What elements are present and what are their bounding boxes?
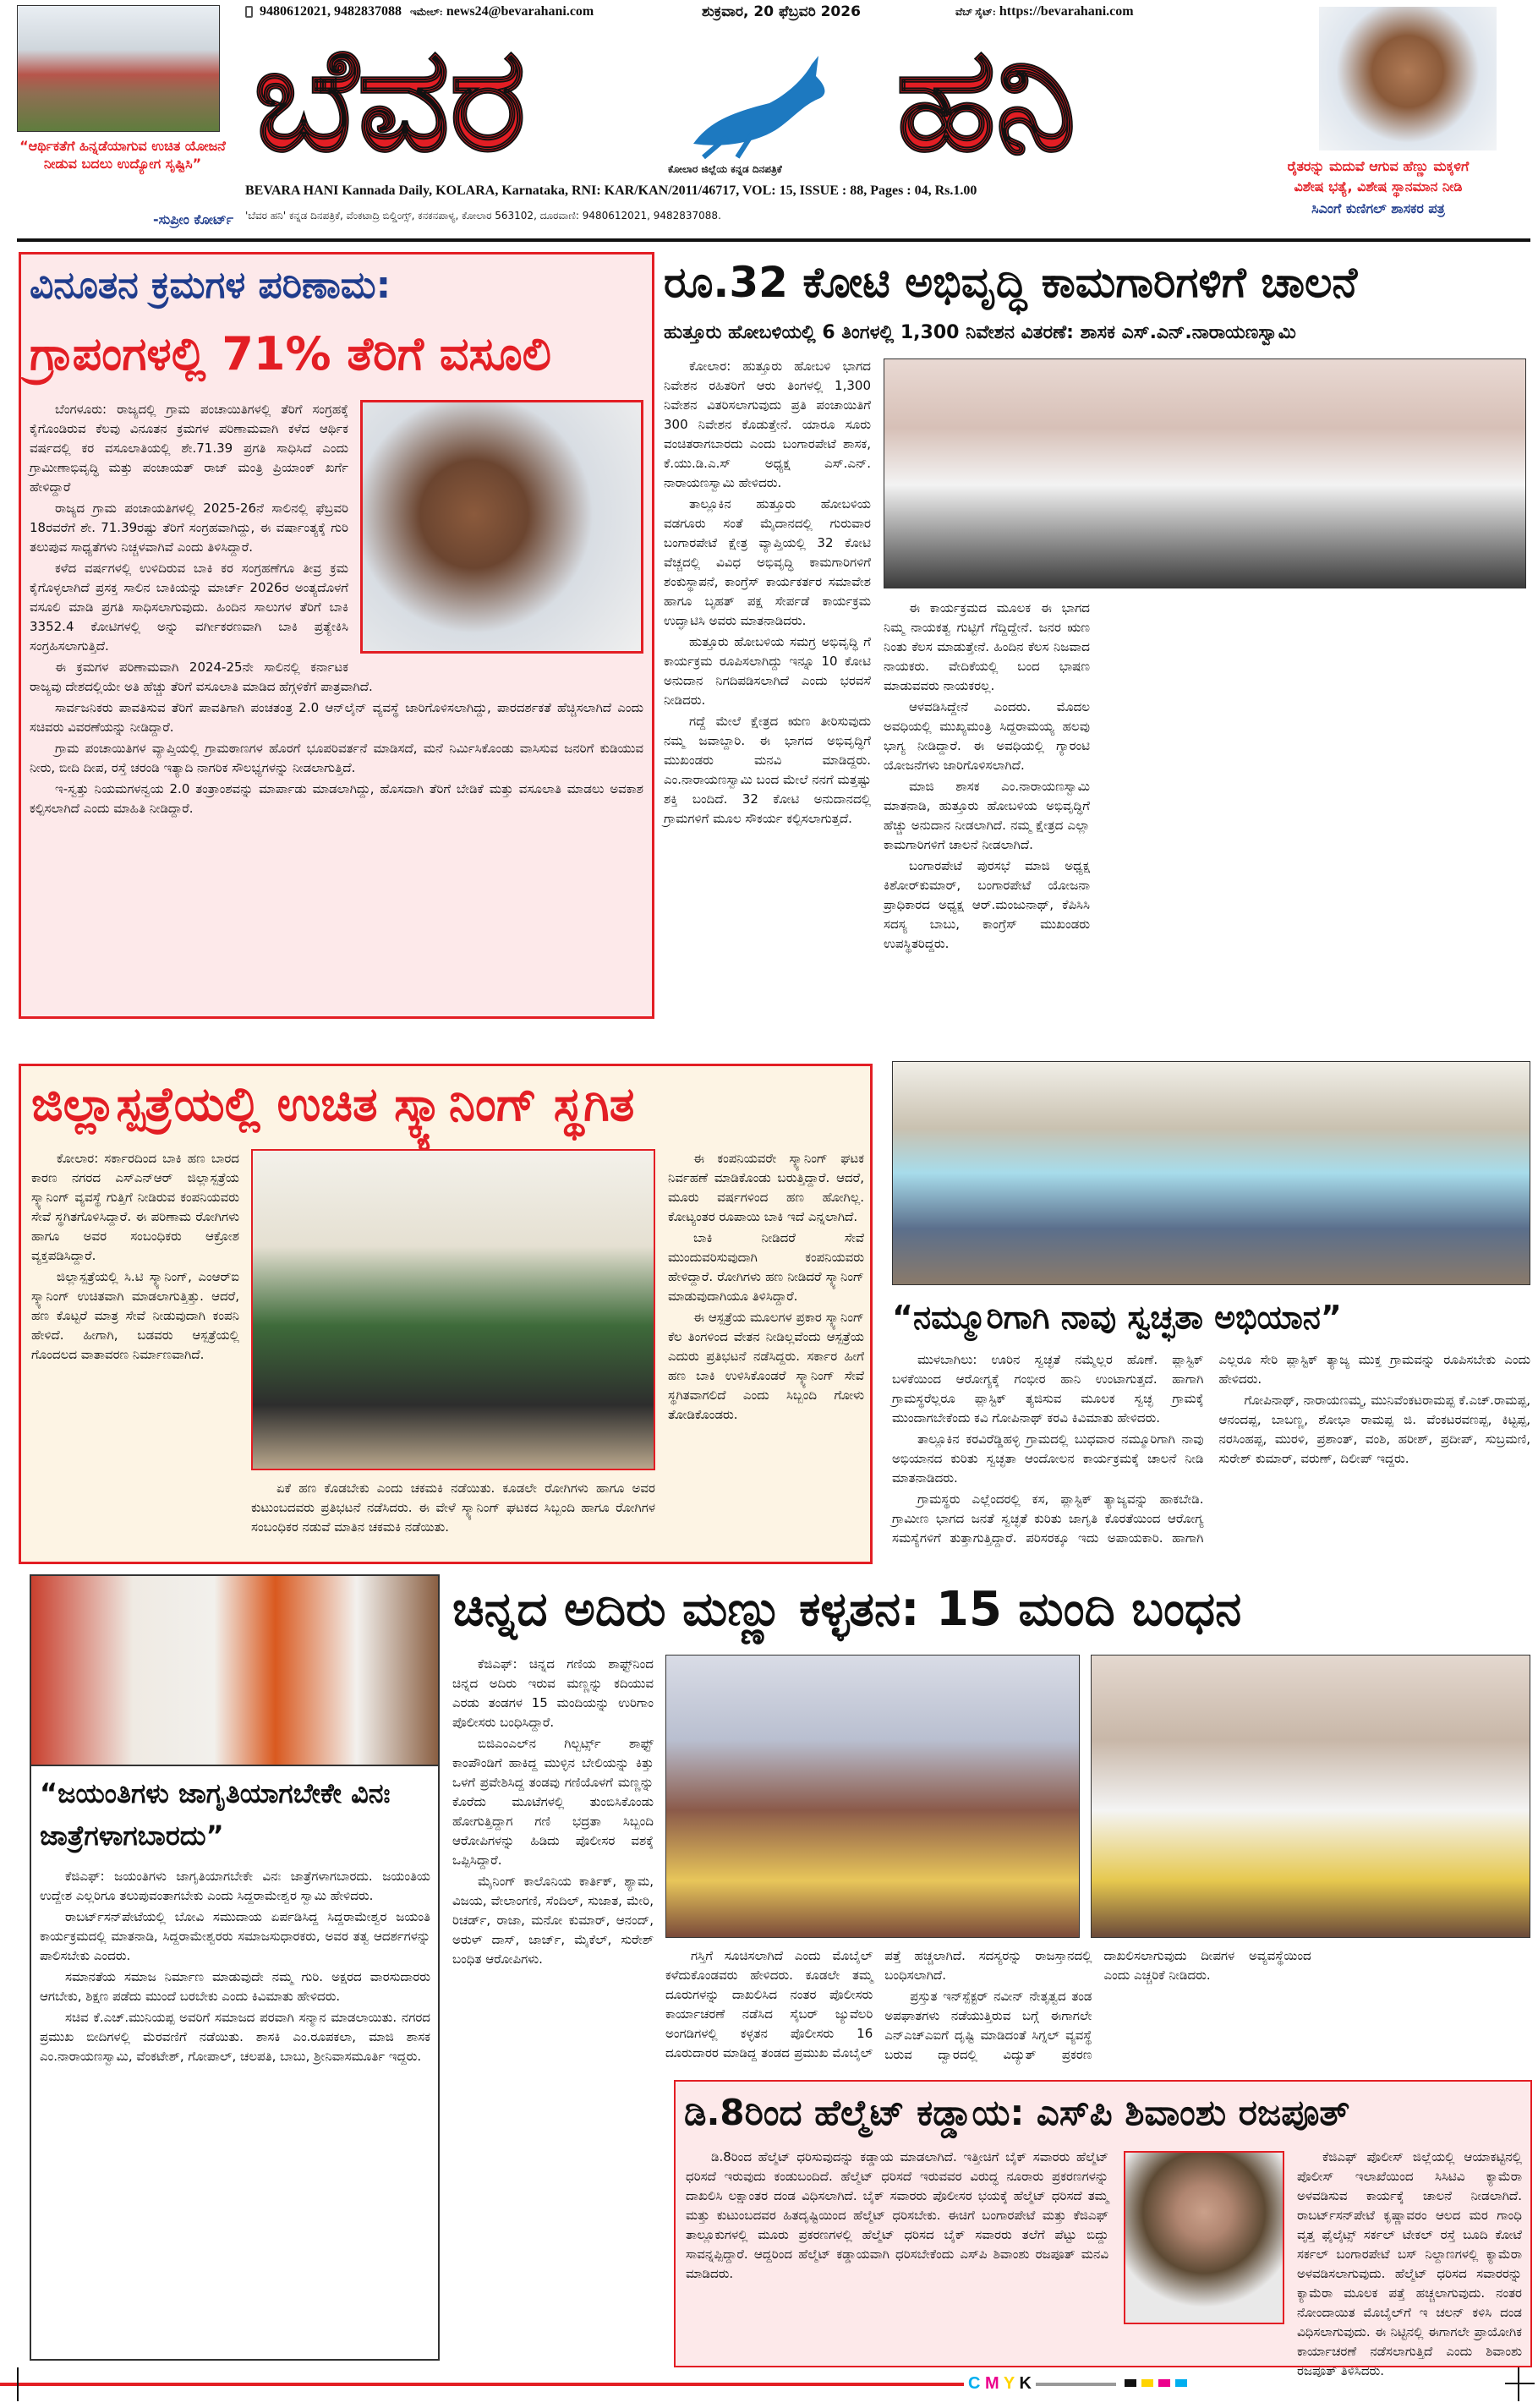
left-ear-attribution: -ಸುಪ್ರೀಂ ಕೋರ್ಟ್ bbox=[152, 211, 233, 227]
article5-paragraph: ಸಮಾನತೆಯ ಸಮಾಜ ನಿರ್ಮಾಣ ಮಾಡುವುದೇ ನಮ್ಮ ಗುರಿ. ಅಕ್ಷರದ ವಾರಸುದಾರರು ಆಗಬೇಕು, ಶಿಕ್ಷಣ ಪಡೆದು ಮುಂದೆ ಬರಬೇಕು ಎಂದು ಕಿವಿಮಾತು ಹೇಳಿದರು. bbox=[40, 1969, 430, 2004]
supreme-court-photo bbox=[17, 5, 220, 132]
cmyk-k: K bbox=[1019, 2374, 1032, 2393]
article5-body bbox=[40, 1867, 430, 2356]
registration-line: BEVARA HANI Kannada Daily, KOLARA, Karnataka, RNI: KAR/KAN/2011/46717, VOL: 15, ISSUE : 88, Pages : 04, Rs.1.00 bbox=[245, 183, 977, 198]
swatch-black bbox=[1125, 2379, 1136, 2387]
right-ear-line3: ಸಿಎಂಗೆ ಕುಣಿಗಲ್ ಶಾಸಕರ ಪತ್ರ bbox=[1311, 200, 1445, 216]
article2-cols-right bbox=[884, 599, 1526, 1020]
article-cleanliness-drive bbox=[892, 1061, 1535, 1568]
article4-paragraph: ಮುಳಬಾಗಿಲು: ಊರಿನ ಸ್ವಚ್ಛತೆ ನಮ್ಮೆಲ್ಲರ ಹೊಣೆ. ಪ್ಲಾಸ್ಟಿಕ್ ಬಳಕೆಯಿಂದ ಆರೋಗ್ಯಕ್ಕೆ ಗಂಭೀರ ಹಾನಿ ಉಂಟಾಗುತ್ತದೆ. ಹಾಗಾಗಿ ಗ್ರಾಮಸ್ಥರೆಲ್ಲರೂ ಪ್ಲಾಸ್ಟಿಕ್ ತ್ಯಜಿಸುವ ಮೂಲಕ ಸ್ವಚ್ಛ ಗ್ರಾಮಕ್ಕೆ ಮುಂದಾಗಬೇಕೆಂದು ಕವಿ ಗೋಪಿನಾಥ್ ಕರವಿ ಕಿವಿಮಾತು ಹೇಳಿದರು. bbox=[892, 1352, 1204, 1426]
phone-icon bbox=[245, 6, 253, 18]
article1-paragraph: ಸಾರ್ವಜನಿಕರು ಪಾವತಿಸುವ ತೆರಿಗೆ ಪಾವತಿಗಾಗಿ ಪಂಚತಂತ್ರ 2.0 ಆನ್‌ಲೈನ್ ವ್ಯವಸ್ಥೆ ಜಾರಿಗೊಳಿಸಲಾಗಿದ್ದು, ಪಾರದರ್ಶಕತೆ ಹೆಚ್ಚಿಸಲಾಗಿದೆ ಎಂದು ಸಚಿವರು ವಿವರಣೆಯನ್ನು ನೀಡಿದ್ದಾರೆ. bbox=[30, 700, 643, 735]
article2-subhead: ಹುತ್ತೂರು ಹೋಬಳಿಯಲ್ಲಿ 6 ತಿಂಗಳಲ್ಲಿ 1,300 ನಿವೇಶನ ವಿತರಣೆ: ಶಾಸಕ ಎಸ್.ಎನ್.ನಾರಾಯಣಸ್ವಾಮಿ bbox=[664, 322, 1296, 343]
email-address[interactable]: news24@bevarahani.com bbox=[446, 4, 594, 19]
article3-col1 bbox=[31, 1149, 239, 1558]
website-url[interactable]: https://bevarahani.com bbox=[999, 4, 1134, 19]
article6-paragraph: ಗಸ್ತಿಗೆ ಸೂಚಿಸಲಾಗಿದೆ ಎಂದು ಮೊಬೈಲ್ ಕಳೆದುಕೊಂಡವರು ಹೇಳಿದರು. ಕೂಡಲೇ ತಮ್ಮ ದೂರುಗಳನ್ನು ದಾಖಲಿಸಿದ ನಂತರ ಪೊಲೀಸರು ಕಾರ್ಯಾಚರಣೆ ನಡೆಸಿದ ಸೈಬರ್ ಜ್ಯುವೆಲರಿ ಅಂಗಡಿಗಳಲ್ಲಿ ಕಳ್ಳತನ ಪೊಲೀಸರು 16 ದೂರುದಾರರ ಮಾಡಿದ್ದ ತಂಡದ ಪ್ರಮುಖ ಮೊಬೈಲ್ ಪತ್ತೆ ಹಚ್ಚಲಾಗಿದೆ. ಸದಸ್ಯರನ್ನು ರಾಜಸ್ತಾನದಲ್ಲಿ ಬಂಧಿಸಲಾಗಿದೆ. bbox=[665, 1948, 1092, 2060]
article6-paragraph: ಬಿಜಿಎಂಎಲ್‌ನ ಗಿಲ್ಬರ್ಟ್ಸ್ ಶಾಫ್ಟ್ ಕಾಂಪೌಂಡಿಗೆ ಹಾಕಿದ್ದ ಮುಳ್ಳಿನ ಬೇಲಿಯನ್ನು ಕಿತ್ತು ಒಳಗೆ ಪ್ರವೇಶಿಸಿದ್ದ ತಂಡವು ಗಣಿಯೊಳಗೆ ಮಣ್ಣನ್ನು ಕೊರೆದು ಮೂಟೆಗಳಲ್ಲಿ ತುಂಬಿಸಿಕೊಂಡು ಹೋಗುತ್ತಿದ್ದಾಗ ಗಣಿ ಭದ್ರತಾ ಸಿಬ್ಬಂದಿ ಆರೋಪಿಗಳನ್ನು ಹಿಡಿದು ಪೊಲೀಸರ ವಶಕ್ಕೆ ಒಪ್ಪಿಸಿದ್ದಾರೆ. bbox=[452, 1736, 654, 1868]
article6-photo-1 bbox=[665, 1655, 1080, 1938]
article3-paragraph: ಬಾಕಿ ನೀಡಿದರೆ ಸೇವೆ ಮುಂದುವರಿಸುವುದಾಗಿ ಕಂಪನಿಯವರು ಹೇಳಿದ್ದಾರೆ. ರೋಗಿಗಳು ಹಣ ನೀಡಿದರೆ ಸ್ಕ್ಯಾನಿಂಗ್ ಮಾಡುವುದಾಗಿಯೂ ತಿಳಿಸಿದ್ದಾರೆ. bbox=[668, 1230, 864, 1304]
article1-kicker: ವಿನೂತನ ಕ್ರಮಗಳ ಪರಿಣಾಮ: bbox=[30, 264, 391, 307]
issue-date: ಶುಕ್ರವಾರ, 20 ಫೆಬ್ರವರಿ 2026 bbox=[702, 3, 861, 20]
article7-col1 bbox=[686, 2148, 1108, 2362]
email-label: ಇಮೇಲ್: bbox=[410, 6, 443, 18]
article1-body bbox=[30, 400, 643, 1010]
article4-photo bbox=[892, 1061, 1530, 1285]
footer-gray-rule bbox=[1036, 2383, 1116, 2386]
deer-logo-icon bbox=[676, 51, 837, 161]
article3-photo bbox=[251, 1149, 655, 1470]
article5-paragraph: ರಾಬರ್ಟ್‌ಸನ್‌ಪೇಟೆಯಲ್ಲಿ ಬೋವಿ ಸಮುದಾಯ ಏರ್ಪಡಿಸಿದ್ದ ಸಿದ್ದರಾಮೇಶ್ವರ ಜಯಂತಿ ಕಾರ್ಯಕ್ರಮದಲ್ಲಿ ಮಾತನಾಡಿ, ಸಿದ್ದರಾಮೇಶ್ವರರು ಸಮಾಜಸುಧಾರಕರು, ಅವರ ತತ್ವ ಆದರ್ಶಗಳನ್ನು ಪಾಲಿಸಬೇಕು ಎಂದರು. bbox=[40, 1909, 430, 1963]
article6-paragraph: ಮೈನಿಂಗ್ ಕಾಲೊನಿಯ ಕಾರ್ತಿಕ್, ಶ್ಯಾಮ, ವಿಜಯ, ವೇಲಾಂಗಣಿ, ಸೆಂದಿಲ್, ಸುಜಾತ, ಮೇರಿ, ರಿಚರ್ಡ್, ರಾಜಾ, ಮನೋ ಕುಮಾರ್, ಆನಂದ್, ಅರುಳ್ ದಾಸ್, ಜಾರ್ಜ್, ಮೈಕೆಲ್, ಸುರೇಶ್ ಬಂಧಿತ ಆರೋಪಿಗಳು. bbox=[452, 1874, 654, 1967]
masthead-title-right: ಹನಿ bbox=[896, 16, 1076, 183]
article6-headline: ಚಿನ್ನದ ಅದಿರು ಮಣ್ಣು ಕಳ್ಳತನ: 15 ಮಂದಿ ಬಂಧನ bbox=[452, 1582, 1242, 1637]
article3-paragraph: ಜಿಲ್ಲಾಸ್ಪತ್ರೆಯಲ್ಲಿ ಸಿ.ಟಿ ಸ್ಕ್ಯಾನಿಂಗ್, ಎಂಆರ್‌ಐ ಸ್ಕ್ಯಾನಿಂಗ್ ಉಚಿತವಾಗಿ ಮಾಡಲಾಗುತ್ತಿತ್ತು. ಆದರೆ, ಹಣ ಕೊಟ್ಟರೆ ಮಾತ್ರ ಸೇವೆ ನೀಡುವುದಾಗಿ ಕಂಪನಿ ಹೇಳಿದೆ. ಹೀಗಾಗಿ, ಬಡವರು ಆಸ್ಪತ್ರೆಯಲ್ಲಿ ಗೊಂದಲದ ವಾತಾವರಣ ನಿರ್ಮಾಣವಾಗಿದೆ. bbox=[31, 1269, 239, 1362]
article6-paragraph: ಪ್ರಸ್ತುತ ಇನ್‌ಸ್ಪೆಕ್ಟರ್ ನವೀನ್ ನೇತೃತ್ವದ ತಂಡ ಅಪಘಾತಗಳು ನಡೆಯುತ್ತಿರುವ ಬಗ್ಗೆ ಈಗಾಗಲೇ ಎನ್‌ಎಚ್‌ಎಐಗೆ ದೃಷ್ಟಿ ಮಾಡಿದಂತೆ ಸಿಗ್ನಲ್ ವ್ಯವಸ್ಥೆ ಬರುವ ದ್ವಾರದಲ್ಲಿ ವಿದ್ಯುತ್ ಪ್ರಕರಣ ದಾಖಲಿಸಲಾಗುವುದು ದೀಪಗಳ ಅವ್ಯವಸ್ಥೆಯಿಂದ ಎಂದು ಎಚ್ಚರಿಕೆ ನೀಡಿದರು. bbox=[884, 1948, 1311, 2062]
website-label: ವೆಬ್ ಸೈಟ್: bbox=[955, 6, 996, 18]
article3-headline: ಜಿಲ್ಲಾಸ್ಪತ್ರೆಯಲ್ಲಿ ಉಚಿತ ಸ್ಕ್ಯಾನಿಂಗ್ ಸ್ಥಗಿತ bbox=[31, 1077, 635, 1132]
article4-body bbox=[892, 1350, 1530, 1565]
article2-photo bbox=[884, 358, 1526, 588]
article2-paragraph: ಆಳವಡಿಸಿದ್ದೇನೆ ಎಂದರು. ಮೊದಲ ಅವಧಿಯಲ್ಲಿ ಮುಖ್ಯಮಂತ್ರಿ ಸಿದ್ದರಾಮಯ್ಯ ಹಲವು ಭಾಗ್ಯ ನೀಡಿದ್ದಾರೆ. ಈ ಅವಧಿಯಲ್ಲಿ ಗ್ಯಾರಂಟಿ ಯೋಜನೆಗಳು ಜಾರಿಗೊಳಿಸಲಾಗಿದೆ. bbox=[884, 699, 1090, 773]
footer-red-rule bbox=[0, 2383, 964, 2386]
swatch-cyan bbox=[1175, 2379, 1187, 2387]
crop-mark-right-h bbox=[1505, 2383, 1535, 2384]
article2-paragraph: ಮಾಜಿ ಶಾಸಕ ಎಂ.ನಾರಾಯಣಸ್ವಾಮಿ ಮಾತನಾಡಿ, ಹುತ್ತೂರು ಹೋಬಳಿಯ ಅಭಿವೃದ್ಧಿಗೆ ಹೆಚ್ಚು ಅನುದಾನ ನೀಡಲಾಗಿದೆ. ನಮ್ಮ ಕ್ಷೇತ್ರದ ಎಲ್ಲಾ ಕಾಮಗಾರಿಗಳಿಗೆ ಚಾಲನೆ ನೀಡಲಾಗಿದೆ. bbox=[884, 779, 1090, 852]
article1-paragraph: ಈ ಕ್ರಮಗಳ ಪರಿಣಾಮವಾಗಿ 2024-25ನೇ ಸಾಲಿನಲ್ಲಿ ಕರ್ನಾಟಕ ರಾಜ್ಯವು ದೇಶದಲ್ಲಿಯೇ ಅತಿ ಹೆಚ್ಚು ತೆರಿಗೆ ವಸೂಲಾತಿ ಮಾಡಿದ ಹೆಗ್ಗಳಿಕೆಗೆ ಪಾತ್ರವಾಗಿದೆ. bbox=[30, 659, 373, 694]
article4-paragraph: ಗ್ರಾಮಸ್ಥರು ಎಲ್ಲೆಂದರಲ್ಲಿ ಕಸ, ಪ್ಲಾಸ್ಟಿಕ್ ತ್ಯಾಜ್ಯವನ್ನು ಹಾಕಬೇಡಿ. ಗ್ರಾಮೀಣ ಭಾಗದ ಜನತೆ ಸ್ವಚ್ಛತೆ ಕುರಿತು ಜಾಗೃತಿ ಕೊರತೆಯಿಂದ ಆರೋಗ್ಯ ಸಮಸ್ಯೆಗಳಿಗೆ ತುತ್ತಾಗುತ್ತಿದ್ದಾರೆ. ಪರಿಸರಕ್ಕೂ ಇದು ಅಪಾಯಕಾರಿ. ಹಾಗಾಗಿ ಎಲ್ಲರೂ ಸೇರಿ ಪ್ಲಾಸ್ಟಿಕ್ ತ್ಯಾಜ್ಯ ಮುಕ್ತ ಗ್ರಾಮವನ್ನು ರೂಪಿಸಬೇಕು ಎಂದು ಹೇಳಿದರು. bbox=[892, 1352, 1530, 1546]
masthead-rule bbox=[17, 238, 1530, 242]
right-ear-line2: ವಿಶೇಷ ಭತ್ಯೆ, ವಿಶೇಷ ಸ್ಥಾನಮಾನ ನೀಡಿ bbox=[1294, 178, 1463, 194]
masthead-title-left: ಬೆವರ bbox=[254, 16, 526, 183]
article2-paragraph: ಬಂಗಾರಪೇಟೆ ಪುರಸಭೆ ಮಾಜಿ ಅಧ್ಯಕ್ಷ ಕಿಶೋರ್‌ಕುಮಾರ್, ಬಂಗಾರಪೇಟೆ ಯೋಜನಾ ಪ್ರಾಧಿಕಾರದ ಅಧ್ಯಕ್ಷ ಆರ್.ಮಂಜುನಾಥ್, ಕೆಪಿಸಿಸಿ ಸದಸ್ಯ ಬಾಬು, ಕಾಂಗ್ರೆಸ್ ಮುಖಂಡರು ಉಪಸ್ಥಿತರಿದ್ದರು. bbox=[884, 858, 1090, 951]
article3-paragraph: ಈ ಆಸ್ಪತ್ರೆಯ ಮೂಲಗಳ ಪ್ರಕಾರ ಸ್ಕ್ಯಾನಿಂಗ್ ಕೆಲ ತಿಂಗಳಿಂದ ವೇತನ ನೀಡಿಲ್ಲವೆಂದು ಆಸ್ಪತ್ರೆಯ ಎದುರು ಪ್ರತಿಭಟನೆ ನಡೆಸಿದ್ದರು. ಸರ್ಕಾರ ಹೀಗೆ ಹಣ ಬಾಕಿ ಉಳಿಸಿಕೊಂಡರೆ ಸ್ಕ್ಯಾನಿಂಗ್ ಸೇವೆ ಸ್ಥಗಿತವಾಗಲಿದೆ ಎಂದು ಸಿಬ್ಬಂದಿ ಗೋಳು ತೋಡಿಕೊಂಡರು. bbox=[668, 1310, 864, 1422]
swatch-yellow bbox=[1141, 2379, 1153, 2387]
article7-photo bbox=[1124, 2151, 1284, 2324]
article7-paragraph: ಡಿ.8ರಿಂದ ಹೆಲ್ಮೆಟ್ ಧರಿಸುವುದನ್ನು ಕಡ್ಡಾಯ ಮಾಡಲಾಗಿದೆ. ಇತ್ತೀಚಿಗೆ ಬೈಕ್ ಸವಾರರು ಹೆಲ್ಮೆಟ್ ಧರಿಸದೆ ಇರುವುದು ಕಂಡುಬಂದಿದೆ. ಹೆಲ್ಮೆಟ್ ಧರಿಸದೆ ಇರುವವರ ವಿರುದ್ಧ ನೂರಾರು ಪ್ರಕರಣಗಳನ್ನು ದಾಖಲಿಸಿ ಲಕ್ಷಾಂತರ ದಂಡ ವಿಧಿಸಲಾಗಿದೆ. ಬೈಕ್ ಸವಾರರು ಪೊಲೀಸರ ಭಯಕ್ಕೆ ಹೆಲ್ಮೆಟ್ ಧರಿಸದೆ ತಮ್ಮ ಮತ್ತು ಕುಟುಂಬದವರ ಹಿತದೃಷ್ಟಿಯಿಂದ ಹೆಲ್ಮೆಟ್ ಧರಿಸಬೇಕು. ಈಚಿಗೆ ಬಂಗಾರಪೇಟೆ ಮತ್ತು ಕೆಜಿಎಫ್ ತಾಲ್ಲೂಕುಗಳಲ್ಲಿ ಮೂರು ಪ್ರಕರಣಗಳಲ್ಲಿ ಹೆಲ್ಮೆಟ್ ಧರಿಸದ ಬೈಕ್ ಸವಾರರು ತಲೆಗೆ ಪೆಟ್ಟು ಬಿದ್ದು ಸಾವನ್ನಪ್ಪಿದ್ದಾರೆ. ಆದ್ದರಿಂದ ಹೆಲ್ಮೆಟ್ ಕಡ್ಡಾಯವಾಗಿ ಧರಿಸಬೇಕೆಂದು ಎಸ್‌ಪಿ ಶಿವಾಂಶು ರಜಪೂತ್ ಮನವಿ ಮಾಡಿದರು. bbox=[686, 2149, 1108, 2281]
crop-mark-left bbox=[17, 2367, 19, 2401]
article4-paragraph: ಗೋಪಿನಾಥ್, ನಾರಾಯಣಮ್ಮ, ಮುನಿವೆಂಕಟರಾಮಪ್ಪ ಕೆ.ಎಚ್.ರಾಮಪ್ಪ, ಆನಂದಪ್ಪ, ಬಾಬಣ್ಣ, ಶೋಭಾ ರಾಮಪ್ಪ ಜಿ. ವೆಂಕಟರವಣಪ್ಪ, ಕಿಟ್ಟಪ್ಪ, ನರಸಿಂಹಪ್ಪ, ಮುರಳಿ, ಪ್ರಶಾಂತ್, ವಂಶಿ, ಹರೀಶ್, ಪ್ರದೀಪ್, ಸುಬ್ರಮಣಿ, ಸುರೇಶ್ ಕುಮಾರ್, ವರುಣ್, ದಿಲೀಪ್ ಇದ್ದರು. bbox=[1218, 1393, 1530, 1466]
article3-paragraph: ಈ ಕಂಪನಿಯವರೇ ಸ್ಕ್ಯಾನಿಂಗ್ ಘಟಕ ನಿರ್ವಹಣೆ ಮಾಡಿಕೊಂಡು ಬರುತ್ತಿದ್ದಾರೆ. ಆದರೆ, ಮೂರು ವರ್ಷಗಳಿಂದ ಹಣ ಹೋಗಿಲ್ಲ. ಕೋಟ್ಯಂತರ ರೂಪಾಯಿ ಬಾಕಿ ಇದೆ ಎನ್ನಲಾಗಿದೆ. bbox=[668, 1151, 864, 1224]
article7-col3 bbox=[1297, 2148, 1522, 2378]
swatch-magenta bbox=[1158, 2379, 1170, 2387]
article7-headline: ಡಿ.8ರಿಂದ ಹೆಲ್ಮೆಟ್ ಕಡ್ಡಾಯ: ಎಸ್‌ಪಿ ಶಿವಾಂಶು ರಜಪೂತ್ bbox=[684, 2092, 1350, 2133]
article1-paragraph: ರಾಜ್ಯದ ಗ್ರಾಮ ಪಂಚಾಯತಿಗಳಲ್ಲಿ 2025-26ನೆ ಸಾಲಿನಲ್ಲಿ ಫೆಬ್ರವರಿ 18ರವರೆಗೆ ಶೇ. 71.39ರಷ್ಟು ತೆರಿಗೆ ಸಂಗ್ರಹವಾಗಿದ್ದು, ಈ ವರ್ಷಾಂತ್ಯಕ್ಕೆ ಗುರಿ ತಲುಪುವ ಸಾಧ್ಯತೆಗಳು ನಿಚ್ಚಳವಾಗಿವೆ ಎಂದು ತಿಳಿಸಿದ್ದಾರೆ. bbox=[30, 501, 348, 555]
article-helmet-mandatory bbox=[674, 2080, 1532, 2378]
masthead-tagline: ಕೋಲಾರ ಜಿಲ್ಲೆಯ ಕನ್ನಡ ದಿನಪತ್ರಿಕೆ bbox=[668, 163, 782, 175]
article6-photo-2 bbox=[1091, 1655, 1530, 1938]
crop-mark-right bbox=[1518, 2367, 1519, 2401]
article3-under-photo bbox=[251, 1479, 655, 1558]
article6-lead-col bbox=[452, 1655, 654, 2066]
article5-photo bbox=[31, 1576, 438, 1766]
phone-numbers: 9480612021, 9482837088 bbox=[260, 4, 402, 19]
article-tax-collection bbox=[19, 252, 654, 1019]
article-development-works bbox=[664, 252, 1530, 1023]
article1-paragraph: ಇ-ಸ್ವತ್ತು ನಿಯಮಗಳನ್ವಯ 2.0 ತಂತ್ರಾಂಶವನ್ನು ಮಾರ್ಪಾಡು ಮಾಡಲಾಗಿದ್ದು, ಹೊಸದಾಗಿ ತೆರಿಗೆ ಬೇಡಿಕೆ ಮತ್ತು ವಸೂಲಾತಿ ಮಾಡಲು ಅವಕಾಶ ಕಲ್ಪಿಸಲಾಗಿದೆ ಎಂದು ಮಾಹಿತಿ ನೀಡಿದ್ದಾರೆ. bbox=[30, 781, 643, 816]
article2-paragraph: ಈ ಕಾರ್ಯಕ್ರಮದ ಮೂಲಕ ಈ ಭಾಗದ ನಿಮ್ಮ ನಾಯಕತ್ವ ಗುಟ್ಟಿಗೆ ಗೆದ್ದಿದ್ದೇನೆ. ಜನರ ಋಣ ನಿಂತು ಕೆಲಸ ಮಾಡುತ್ತೇನೆ. ಹಿಂದಿನ ಕೆಲಸ ನಿಜವಾದ ನಾಯಕರು. ವೇದಿಕೆಯಲ್ಲಿ ಬಂದ ಭಾಷಣ ಮಾಡುವವರು ನಾಯಕರಲ್ಲ. bbox=[884, 600, 1090, 693]
article4-paragraph: ತಾಲ್ಲೂಕಿನ ಕರವಿರೆಡ್ಡಿಹಳ್ಳಿ ಗ್ರಾಮದಲ್ಲಿ ಬುಧವಾರ ನಮ್ಮೂರಿಗಾಗಿ ನಾವು ಅಭಿಯಾನದ ಕುರಿತು ಸ್ವಚ್ಛತಾ ಆಂದೋಲನ ಕಾರ್ಯಕ್ರಮಕ್ಕೆ ಚಾಲನೆ ನೀಡಿ ಮಾತನಾಡಿದರು. bbox=[892, 1431, 1204, 1486]
article-gold-ore-theft bbox=[452, 1574, 1535, 2068]
cmyk-m: M bbox=[985, 2374, 999, 2393]
address-line: 'ಬೆವರ ಹನಿ' ಕನ್ನಡ ದಿನಪತ್ರಿಕೆ, ವೆಂಕಟಾದ್ರಿ ಬಿಲ್ಡಿಂಗ್ಸ್, ಕನಕನಪಾಳ್ಯ, ಕೋಲಾರ 563102, ದೂರವಾಣಿ: 9480612021, 9482837088. bbox=[245, 210, 721, 222]
article3-col3 bbox=[668, 1149, 864, 1558]
article2-headline: ರೂ.32 ಕೋಟಿ ಅಭಿವೃದ್ಧಿ ಕಾಮಗಾರಿಗಳಿಗೆ ಚಾಲನೆ bbox=[664, 258, 1358, 307]
article2-paragraph: ಹುತ್ತೂರು ಹೋಬಳಿಯ ಸಮಗ್ರ ಅಭಿವೃದ್ಧಿ ಗೆ ಕಾರ್ಯಕ್ರಮ ರೂಪಿಸಲಾಗಿದ್ದು ಇನ್ನೂ 10 ಕೋಟಿ ಅನುದಾನ ನಿಗದಿಪಡಿಸಲಾಗಿದೆ ಎಂದು ಭರವಸೆ ನೀಡಿದರು. bbox=[664, 634, 871, 708]
right-ear-line1: ರೈತರನ್ನು ಮದುವೆ ಆಗುವ ಹೆಣ್ಣು ಮಕ್ಕಳಿಗೆ bbox=[1287, 158, 1470, 174]
article3-paragraph: ಏಕೆ ಹಣ ಕೊಡಬೇಕು ಎಂದು ಚಕಮಕಿ ನಡೆಯಿತು. ಕೂಡಲೇ ರೋಗಿಗಳು ಹಾಗೂ ಅವರ ಕುಟುಂಬದವರು ಪ್ರತಿಭಟನೆ ನಡೆಸಿದರು. ಈ ವೇಳೆ ಸ್ಕ್ಯಾನಿಂಗ್ ಘಟಕದ ಸಿಬ್ಬಂದಿ ಹಾಗೂ ರೋಗಿಗಳ ಸಂಬಂಧಿಕರ ನಡುವೆ ಮಾತಿನ ಚಕಮಕಿ ನಡೆಯಿತು. bbox=[251, 1480, 655, 1535]
article1-paragraph: ಗ್ರಾಮ ಪಂಚಾಯಿತಿಗಳ ವ್ಯಾಪ್ತಿಯಲ್ಲಿ ಗ್ರಾಮಠಾಣಗಳ ಹೊರಗೆ ಭೂಪರಿವರ್ತನೆ ಮಾಡಿಸದೆ, ಮನೆ ನಿರ್ಮಿಸಿಕೊಂಡು ವಾಸಿಸುವ ಜನರಿಗೆ ಕುಡಿಯುವ ನೀರು, ಬೀದಿ ದೀಪ, ರಸ್ತೆ ಚರಂಡಿ ಇತ್ಯಾದಿ ನಾಗರಿಕ ಸೌಲಭ್ಯಗಳನ್ನು ನೀಡಲಾಗುತ್ತಿದೆ. bbox=[30, 741, 643, 775]
article6-lower-body bbox=[665, 1946, 1530, 2065]
article3-paragraph: ಕೋಲಾರ: ಸರ್ಕಾರದಿಂದ ಬಾಕಿ ಹಣ ಬಾರದ ಕಾರಣ ನಗರದ ಎಸ್‌ಎನ್‌ಆರ್ ಜಿಲ್ಲಾಸ್ಪತ್ರೆಯ ಸ್ಕ್ಯಾನಿಂಗ್ ವ್ಯವಸ್ಥೆ ಗುತ್ತಿಗೆ ನೀಡಿರುವ ಕಂಪನಿಯವರು ಸೇವೆ ಸ್ಥಗಿತಗೊಳಿಸಿದ್ದಾರೆ. ಈ ಪರಿಣಾಮ ರೋಗಿಗಳು ಹಾಗೂ ಅವರ ಸಂಬಂಧಿಕರು ಆಕ್ರೋಶ ವ್ಯಕ್ತಪಡಿಸಿದ್ದಾರೆ. bbox=[31, 1151, 239, 1263]
article5-paragraph: ಸಚಿವ ಕೆ.ಎಚ್.ಮುನಿಯಪ್ಪ ಅವರಿಗೆ ಸಮಾಜದ ಪರವಾಗಿ ಸನ್ಮಾನ ಮಾಡಲಾಯಿತು. ನಗರದ ಪ್ರಮುಖ ಬೀದಿಗಳಲ್ಲಿ ಮೆರವಣಿಗೆ ನಡೆಯಿತು. ಶಾಸಕಿ ಎಂ.ರೂಪಕಲಾ, ಮಾಜಿ ಶಾಸಕ ಎಂ.ನಾರಾಯಣಸ್ವಾಮಿ, ವೆಂಕಟೇಶ್, ಗೋಪಾಲ್, ಚಲಪತಿ, ಬಾಬು, ಶ್ರೀನಿವಾಸಮೂರ್ತಿ ಇದ್ದರು. bbox=[40, 2010, 430, 2064]
article6-paragraph: ಕೆಜಿಎಫ್: ಚಿನ್ನದ ಗಣಿಯ ಶಾಫ್ಟ್‌ನಿಂದ ಚಿನ್ನದ ಅದಿರು ಇರುವ ಮಣ್ಣನ್ನು ಕದಿಯುವ ಎರಡು ತಂಡಗಳ 15 ಮಂದಿಯನ್ನು ಉರಿಗಾಂ ಪೊಲೀಸರು ಬಂಧಿಸಿದ್ದಾರೆ. bbox=[452, 1656, 654, 1730]
article1-paragraph: ಕಳೆದ ವರ್ಷಗಳಲ್ಲಿ ಉಳಿದಿರುವ ಬಾಕಿ ಕರ ಸಂಗ್ರಹಣೆಗೂ ತೀವ್ರ ಕ್ರಮ ಕೈಗೊಳ್ಳಲಾಗಿದೆ ಪ್ರಸಕ್ತ ಸಾಲಿನ ಬಾಕಿಯನ್ನು ಮಾರ್ಚ್ 2026ರ ಅಂತ್ಯದೊಳಗೆ ವಸೂಲಿ ಮಾಡಿ ಪ್ರಗತಿ ಸಾಧಿಸಲಾಗುವುದು. ಹಿಂದಿನ ಸಾಲುಗಳ ತೆರಿಗೆ ಬಾಕಿ 3352.4 ಕೋಟಿಗಳಲ್ಲಿ ಅನ್ನು ವರ್ಗೀಕರಣವಾಗಿ ಬಾಕಿ ಪ್ರತ್ಯೇಕಿಸಿ ಸಂಗ್ರಹಿಸಲಾಗುತ್ತಿದೆ. bbox=[30, 561, 348, 654]
article1-photo bbox=[360, 400, 643, 654]
cmyk-marks bbox=[968, 2372, 1032, 2394]
cmyk-y: Y bbox=[1003, 2374, 1015, 2393]
article4-headline: “ನಮ್ಮೂರಿಗಾಗಿ ನಾವು ಸ್ವಚ್ಛತಾ ಅಭಿಯಾನ” bbox=[892, 1299, 1342, 1336]
article2-paragraph: ತಾಲ್ಲೂಕಿನ ಹುತ್ತೂರು ಹೋಬಳಿಯ ವಡಗೂರು ಸಂತೆ ಮೈದಾನದಲ್ಲಿ ಗುರುವಾರ ಬಂಗಾರಪೇಟೆ ಕ್ಷೇತ್ರ ವ್ಯಾಪ್ತಿಯಲ್ಲಿ 32 ಕೋಟಿ ವೆಚ್ಚದಲ್ಲಿ ವಿವಿಧ ಅಭಿವೃದ್ಧಿ ಕಾಮಗಾರಿಗಳಿಗೆ ಶಂಕುಸ್ಥಾಪನೆ, ಕಾಂಗ್ರೆಸ್ ಕಾರ್ಯಕರ್ತರ ಸಮಾವೇಶ ಹಾಗೂ ಬೃಹತ್ ಪಕ್ಷ ಸೇರ್ಪಡೆ ಕಾರ್ಯಕ್ರಮ ಉದ್ಘಾಟಿಸಿ ಅವರು ಮಾತನಾಡಿದರು. bbox=[664, 496, 871, 628]
left-ear-quote: “ಆರ್ಥಿಕತೆಗೆ ಹಿನ್ನಡೆಯಾಗುವ ಉಚಿತ ಯೋಜನೆ ನೀಡುವ ಬದಲು ಉದ್ಯೋಗ ಸೃಷ್ಟಿಸಿ” bbox=[19, 138, 226, 172]
article2-paragraph: ಕೋಲಾರ: ಹುತ್ತೂರು ಹೋಬಳಿ ಭಾಗದ ನಿವೇಶನ ರಹಿತರಿಗೆ ಆರು ತಿಂಗಳಲ್ಲಿ 1,300 ನಿವೇಶನ ವಿತರಿಸಲಾಗುವುದು ಪ್ರತಿ ಪಂಚಾಯಿತಿಗೆ 300 ನಿವೇಶನ ಕೊಡುತ್ತೇನೆ. ಯಾರೂ ಸೂರು ವಂಚಿತರಾಗಬಾರದು ಎಂದು ಬಂಗಾರಪೇಟೆ ಶಾಸಕ, ಕೆ.ಯು.ಡಿ.ಎ.ಸ್ ಅಧ್ಯಕ್ಷ ಎಸ್.ಎನ್. ನಾರಾಯಣಸ್ವಾಮಿ ಹೇಳಿದರು. bbox=[664, 358, 871, 490]
cmyk-c: C bbox=[968, 2374, 981, 2393]
mla-portrait bbox=[1319, 7, 1497, 150]
article2-paragraph: ಗದ್ದೆ ಮೇಲೆ ಕ್ಷೇತ್ರದ ಋಣ ತೀರಿಸುವುದು ನಮ್ಮ ಜವಾಬ್ದಾರಿ. ಈ ಭಾಗದ ಅಭಿವೃದ್ಧಿಗೆ ಮುಖಂಡರು ಮನವಿ ಮಾಡಿದ್ದರು. ಎಂ.ನಾರಾಯಣಸ್ವಾಮಿ ಬಂದ ಮೇಲೆ ನನಗೆ ಮತ್ತಷ್ಟು ಶಕ್ತಿ ಬಂದಿದೆ. 32 ಕೋಟಿ ಅನುದಾನದಲ್ಲಿ ಗ್ರಾಮಗಳಿಗೆ ಮೂಲ ಸೌಕರ್ಯ ಕಲ್ಪಿಸಲಾಗುತ್ತದೆ. bbox=[664, 714, 871, 826]
article5-headline: “ಜಯಂತಿಗಳು ಜಾಗೃತಿಯಾಗಬೇಕೇ ವಿನಃ ಜಾತ್ರೆಗಳಾಗಬಾರದು” bbox=[40, 1777, 391, 1852]
article-jayanti bbox=[30, 1574, 440, 2361]
article5-paragraph: ಕೆಜಿಎಫ್: ಜಯಂತಿಗಳು ಜಾಗೃತಿಯಾಗಬೇಕೇ ವಿನಃ ಜಾತ್ರೆಗಳಾಗಬಾರದು. ಜಯಂತಿಯ ಉದ್ದೇಶ ಎಲ್ಲರಿಗೂ ತಲುಪುವಂತಾಗಬೇಕು ಎಂದು ಸಿದ್ದರಾಮೇಶ್ವರ ಸ್ವಾಮಿ ಹೇಳಿದರು. bbox=[40, 1869, 430, 1903]
article2-col1 bbox=[664, 357, 871, 1020]
article1-headline: ಗ್ರಾಪಂಗಳಲ್ಲಿ 71% ತೆರಿಗೆ ವಸೂಲಿ bbox=[30, 327, 552, 380]
article-free-scanning bbox=[19, 1064, 873, 1564]
article1-paragraph: ಬೆಂಗಳೂರು: ರಾಜ್ಯದಲ್ಲಿ ಗ್ರಾಮ ಪಂಚಾಯಿತಿಗಳಲ್ಲಿ ತೆರಿಗೆ ಸಂಗ್ರಹಕ್ಕೆ ಕೈಗೊಂಡಿರುವ ಕೆಲವು ವಿನೂತನ ಕ್ರಮಗಳ ಪರಿಣಾಮವಾಗಿ ಕಳೆದ ಆರ್ಥಿಕ ವರ್ಷದಲ್ಲಿ ಕರ ವಸೂಲಾತಿಯಲ್ಲಿ ಶೇ.71.39 ಪ್ರಗತಿ ಸಾಧಿಸಿದೆ ಎಂದು ಗ್ರಾಮೀಣಾಭಿವೃದ್ಧಿ ಮತ್ತು ಪಂಚಾಯತ್ ರಾಜ್ ಮಂತ್ರಿ ಪ್ರಿಯಾಂಕ್ ಖರ್ಗೆ ಹೇಳಿದ್ದಾರೆ bbox=[30, 402, 348, 495]
article7-paragraph: ಕೆಜಿಎಫ್ ಪೊಲೀಸ್ ಜಿಲ್ಲೆಯಲ್ಲಿ ಆಯಾಕಟ್ಟಿನಲ್ಲಿ ಪೊಲೀಸ್ ಇಲಾಖೆಯಿಂದ ಸಿಸಿಟಿವಿ ಕ್ಯಾಮೆರಾ ಅಳವಡಿಸುವ ಕಾರ್ಯಕ್ಕೆ ಚಾಲನೆ ನೀಡಲಾಗಿದೆ. ರಾಬರ್ಟ್‌ಸನ್‌ಪೇಟೆ ಕೃಷ್ಣಾವರಂ ಆಲದ ಮರ ಗಾಂಧಿ ವೃತ್ತ ಫೈಲೈಟ್ಸ್ ಸರ್ಕಲ್ ಟೇಕಲ್ ರಸ್ತೆ ಬೂದಿ ಕೋಟೆ ಸರ್ಕಲ್ ಬಂಗಾರಪೇಟೆ ಬಸ್ ನಿಲ್ದಾಣಗಳಲ್ಲಿ ಕ್ಯಾಮೆರಾ ಅಳವಡಿಸಲಾಗುವುದು. ಹೆಲ್ಮೆಟ್ ಧರಿಸದ ಸವಾರರನ್ನು ಕ್ಯಾಮೆರಾ ಮೂಲಕ ಪತ್ತೆ ಹಚ್ಚಲಾಗುವುದು. ನಂತರ ನೋಂದಾಯಿತ ಮೊಬೈಲ್‌ಗೆ ಇ ಚಲನ್ ಕಳಿಸಿ ದಂಡ ವಿಧಿಸಲಾಗುವುದು. ಈ ನಿಟ್ಟಿನಲ್ಲಿ ಈಗಾಗಲೇ ಪ್ರಾಯೋಗಿಕ ಕಾರ್ಯಾಚರಣೆ ನಡೆಸಲಾಗುತ್ತಿದೆ ಎಂದು ಶಿವಾಂಶು ರಜಪೂತ್ ತಿಳಿಸಿದರು. bbox=[1297, 2149, 1522, 2378]
color-swatches bbox=[1125, 2379, 1187, 2387]
